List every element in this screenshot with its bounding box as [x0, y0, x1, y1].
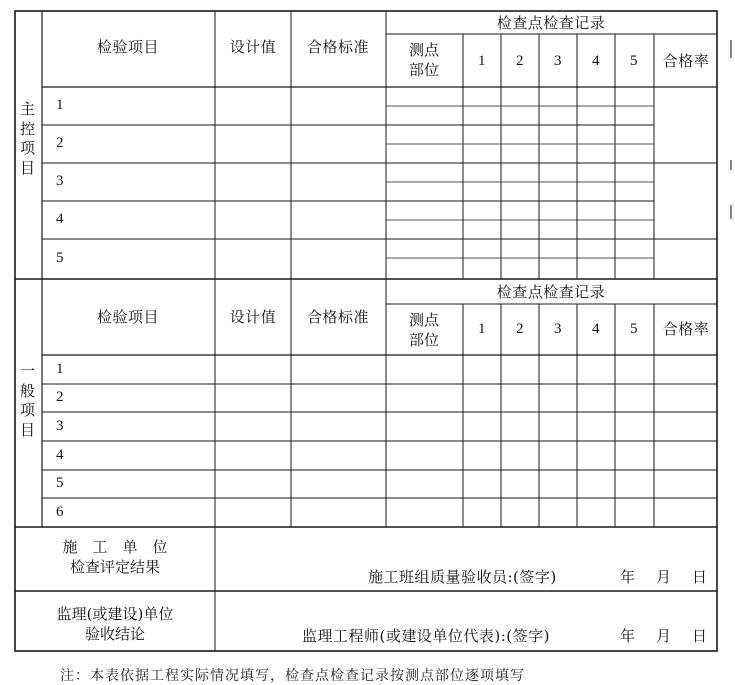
- side-char: 目: [20, 158, 36, 177]
- row-number: 4: [56, 447, 64, 463]
- day-label: 日: [692, 568, 708, 586]
- row-number: 6: [56, 504, 64, 520]
- scan-mark: [730, 205, 732, 219]
- day-label: 日: [692, 627, 708, 645]
- header-record-group: 检查点检查记录: [496, 283, 606, 301]
- header-point: 2: [516, 53, 524, 69]
- header-point-location: 测点 部位: [408, 311, 440, 350]
- scan-mark: [730, 160, 732, 170]
- row-number: 1: [56, 97, 64, 113]
- header-point: 5: [630, 321, 638, 337]
- row-number: 3: [56, 418, 64, 434]
- row-number: 4: [56, 211, 64, 227]
- header-point-location: 测点 部位: [408, 41, 440, 80]
- construction-unit-label: 施 工 单 位 检查评定结果: [62, 538, 168, 577]
- supervision-sign-line: 监理工程师(或建设单位代表):(签字): [302, 627, 550, 645]
- construction-sign-line: 施工班组质量验收员:(签字): [368, 568, 557, 586]
- header-design-value: 设计值: [229, 38, 277, 56]
- row-number: 5: [56, 475, 64, 491]
- year-label: 年: [620, 568, 636, 586]
- header-design-value: 设计值: [229, 308, 277, 326]
- header-point: 3: [554, 321, 562, 337]
- row-number: 3: [56, 173, 64, 189]
- side-char: 目: [20, 420, 36, 439]
- row-number: 2: [56, 135, 64, 151]
- side-char: 项: [20, 139, 36, 157]
- scan-mark: [730, 40, 732, 58]
- row-number: 2: [56, 389, 64, 405]
- side-char: 般: [20, 381, 36, 400]
- row-number: 1: [56, 361, 64, 377]
- header-point: 4: [592, 53, 600, 69]
- header-record-group: 检查点检查记录: [496, 14, 606, 32]
- header-point: 4: [592, 321, 600, 337]
- month-label: 月: [656, 627, 672, 645]
- header-point: 2: [516, 321, 524, 337]
- header-item: 检验项目: [96, 308, 160, 326]
- year-label: 年: [620, 627, 636, 645]
- header-point: 1: [478, 321, 486, 337]
- header-pass-rate: 合格率: [662, 320, 710, 338]
- side-char: 控: [20, 119, 36, 138]
- footnote-cutoff: 注：本表依据工程实际情况填写，检查点检查记录按测点部位逐项填写: [60, 668, 525, 684]
- header-pass-rate: 合格率: [662, 52, 710, 70]
- side-char: 主: [20, 100, 36, 118]
- header-point: 5: [630, 53, 638, 69]
- general-side-label: [20, 362, 35, 440]
- row-number: 5: [56, 250, 64, 266]
- supervision-unit-label: 监理(或建设)单位 验收结论: [56, 605, 174, 644]
- header-standard: 合格标准: [306, 38, 370, 56]
- header-point: 1: [478, 53, 486, 69]
- header-point: 3: [554, 53, 562, 69]
- header-item: 检验项目: [96, 38, 160, 56]
- main-control-side-label: [20, 100, 35, 178]
- header-standard: 合格标准: [306, 308, 370, 326]
- month-label: 月: [656, 568, 672, 586]
- side-char: 一: [20, 362, 36, 380]
- side-char: 项: [20, 401, 36, 419]
